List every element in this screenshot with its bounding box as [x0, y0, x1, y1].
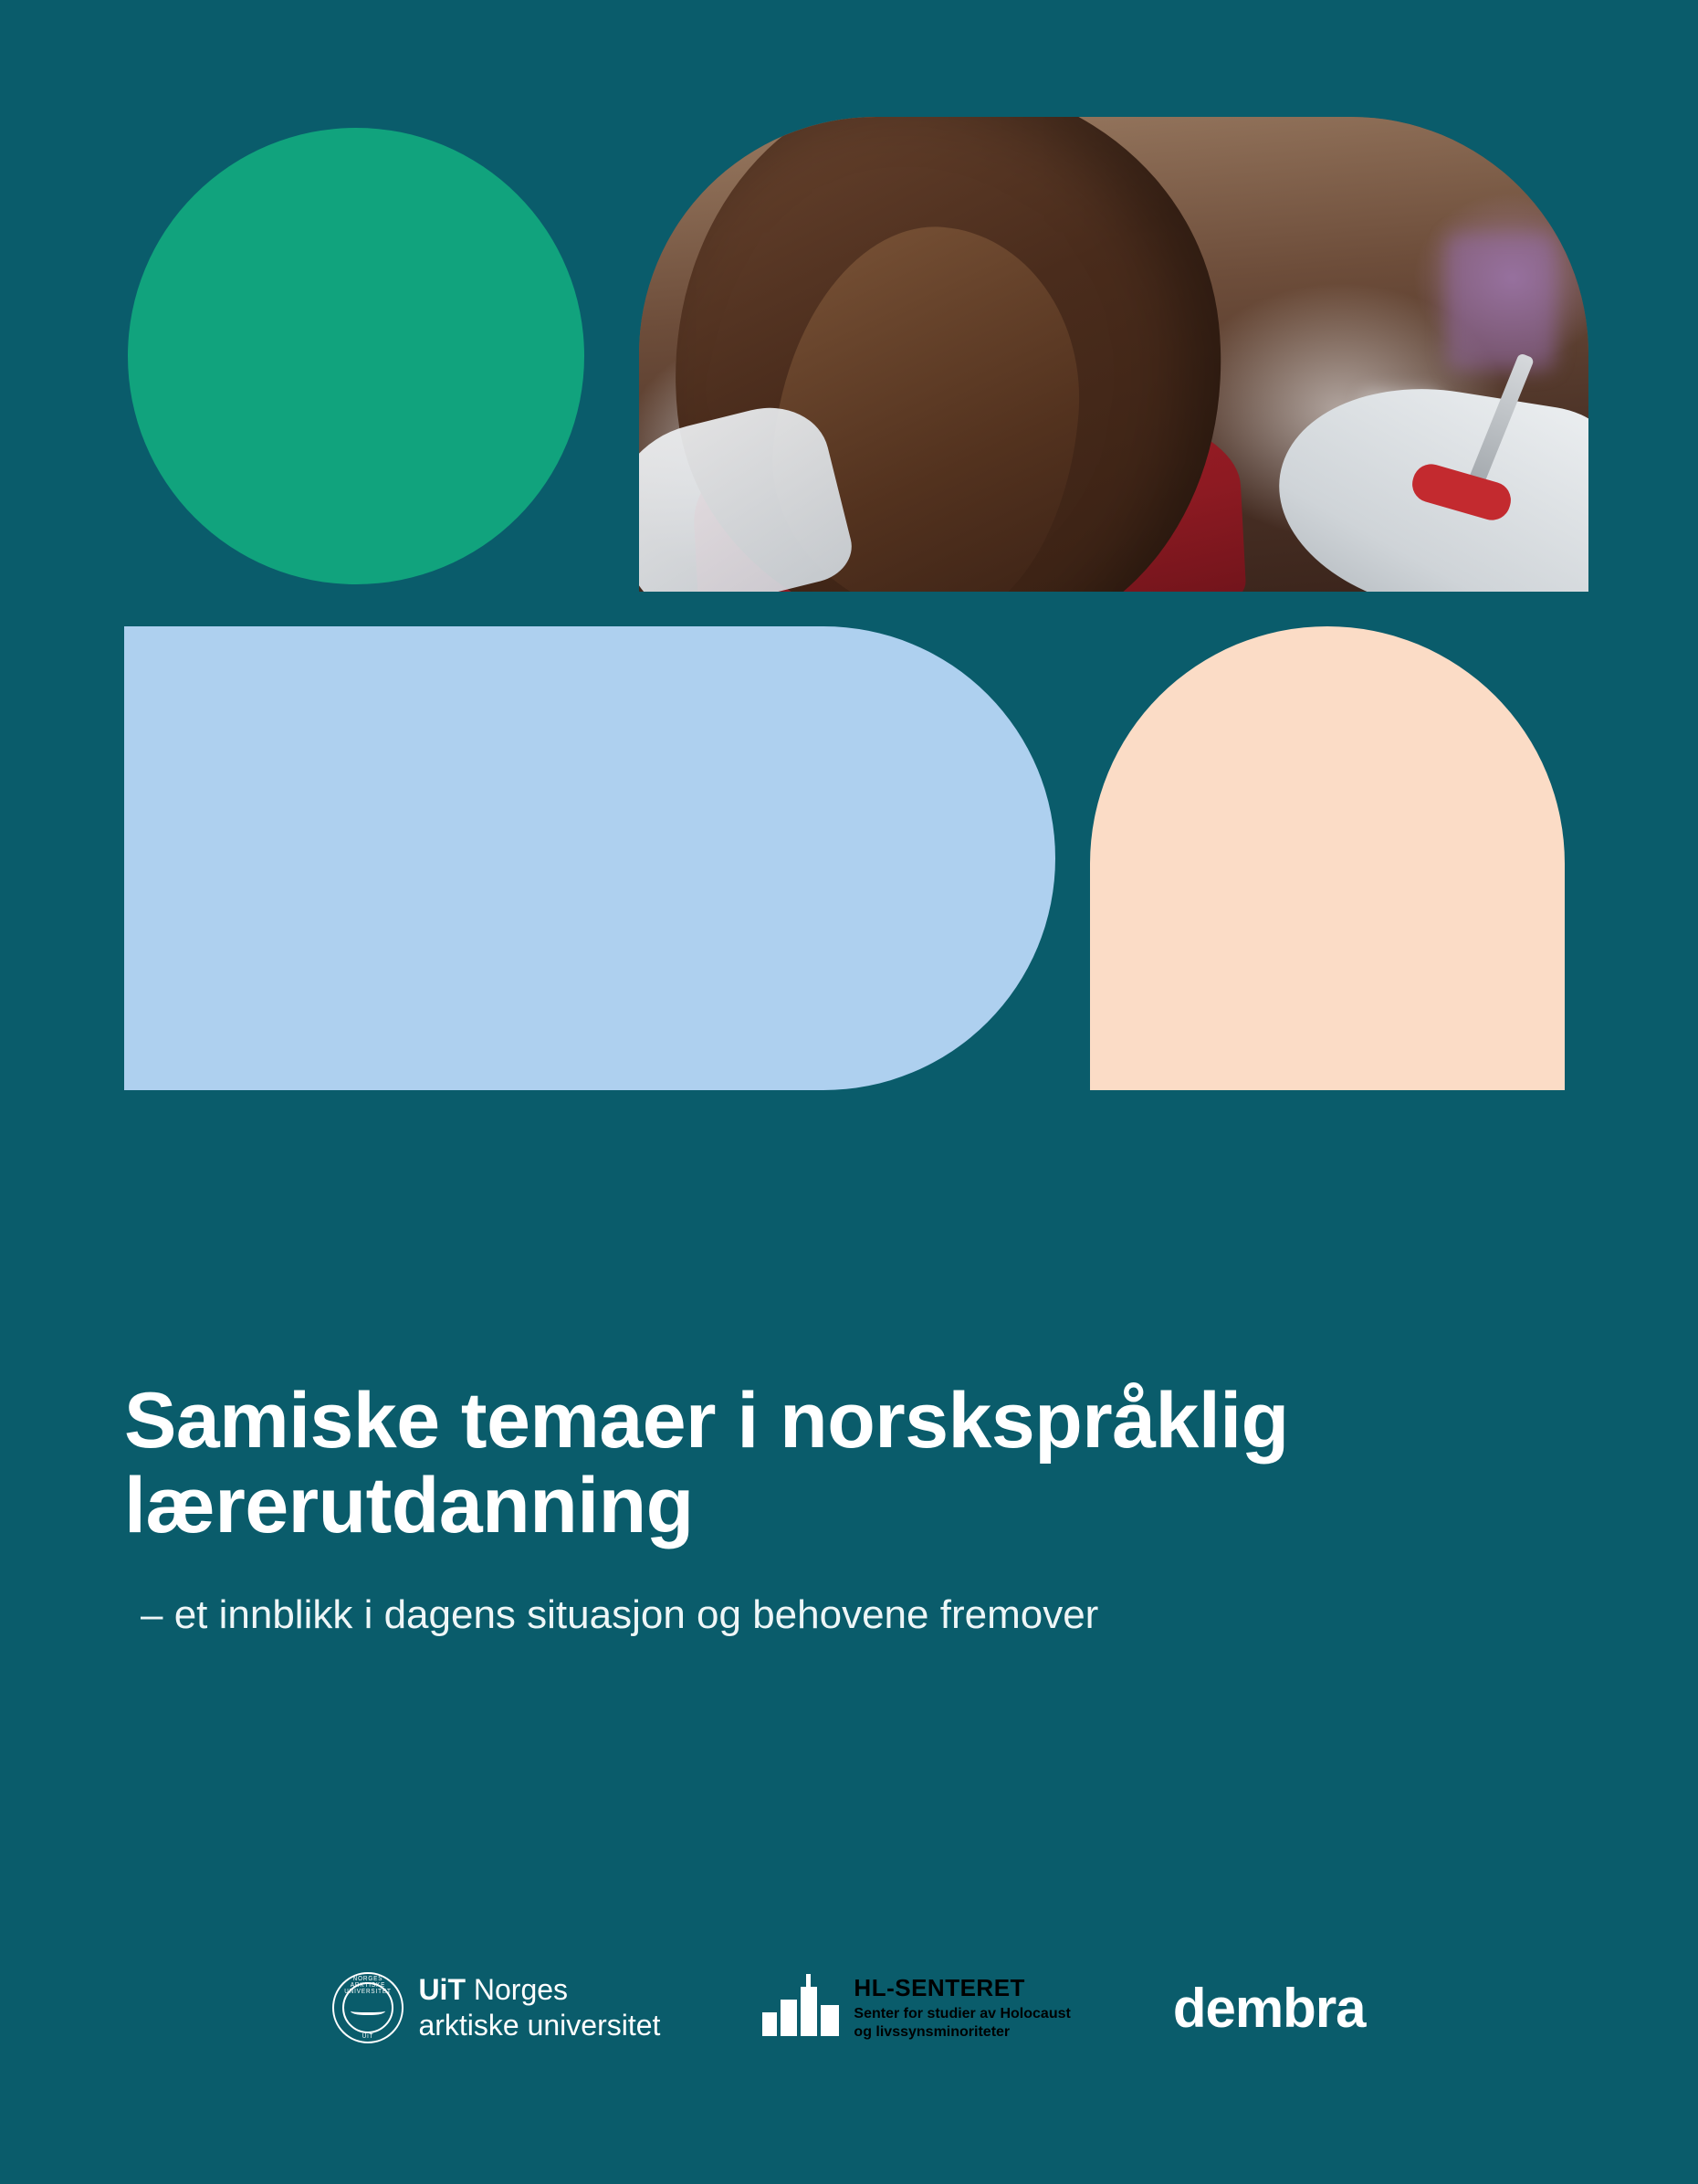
photo-bokeh-purple: [1446, 234, 1556, 371]
peach-arch-shape: [1090, 626, 1565, 1090]
uit-wordmark-line2: arktiske universitet: [418, 2009, 661, 2042]
dembra-wordmark: dembra: [1172, 1977, 1366, 2039]
blue-pill-shape: [124, 626, 1055, 1090]
hl-buildings-icon: [762, 1979, 841, 2036]
logo-hl-senteret: [762, 1974, 1070, 2042]
title-block: [124, 1379, 1603, 1641]
logo-row: [0, 1972, 1698, 2043]
uit-seal-icon: [332, 1972, 404, 2043]
page-subtitle: – et innblikk i dagens situasjon og behovene fremover: [141, 1591, 1099, 1637]
hl-subtitle-line1: Senter for studier av Holocaust: [854, 2006, 1071, 2022]
uit-wordmark-rest: Norges: [465, 1973, 569, 2006]
cover-photo: [639, 117, 1588, 592]
uit-wordmark-bold: UiT: [418, 1973, 466, 2006]
uit-seal-bottom-text: UiT: [362, 2033, 374, 2041]
hl-subtitle-line2: og livssynsminoriteter: [854, 2024, 1011, 2041]
hl-title: HL-SENTERET: [854, 1974, 1025, 2002]
uit-seal-top-text: NORGES ARKTISKE UNIVERSITET: [344, 1976, 393, 1996]
uit-wordmark: [418, 1972, 660, 2043]
logo-dembra: [1173, 1977, 1366, 2040]
green-circle-shape: [128, 128, 584, 584]
hl-wordmark: [854, 1974, 1070, 2042]
page-title: Samiske temaer i norskspråklig lærerutdanning: [124, 1377, 1289, 1549]
logo-uit: [332, 1972, 660, 2043]
